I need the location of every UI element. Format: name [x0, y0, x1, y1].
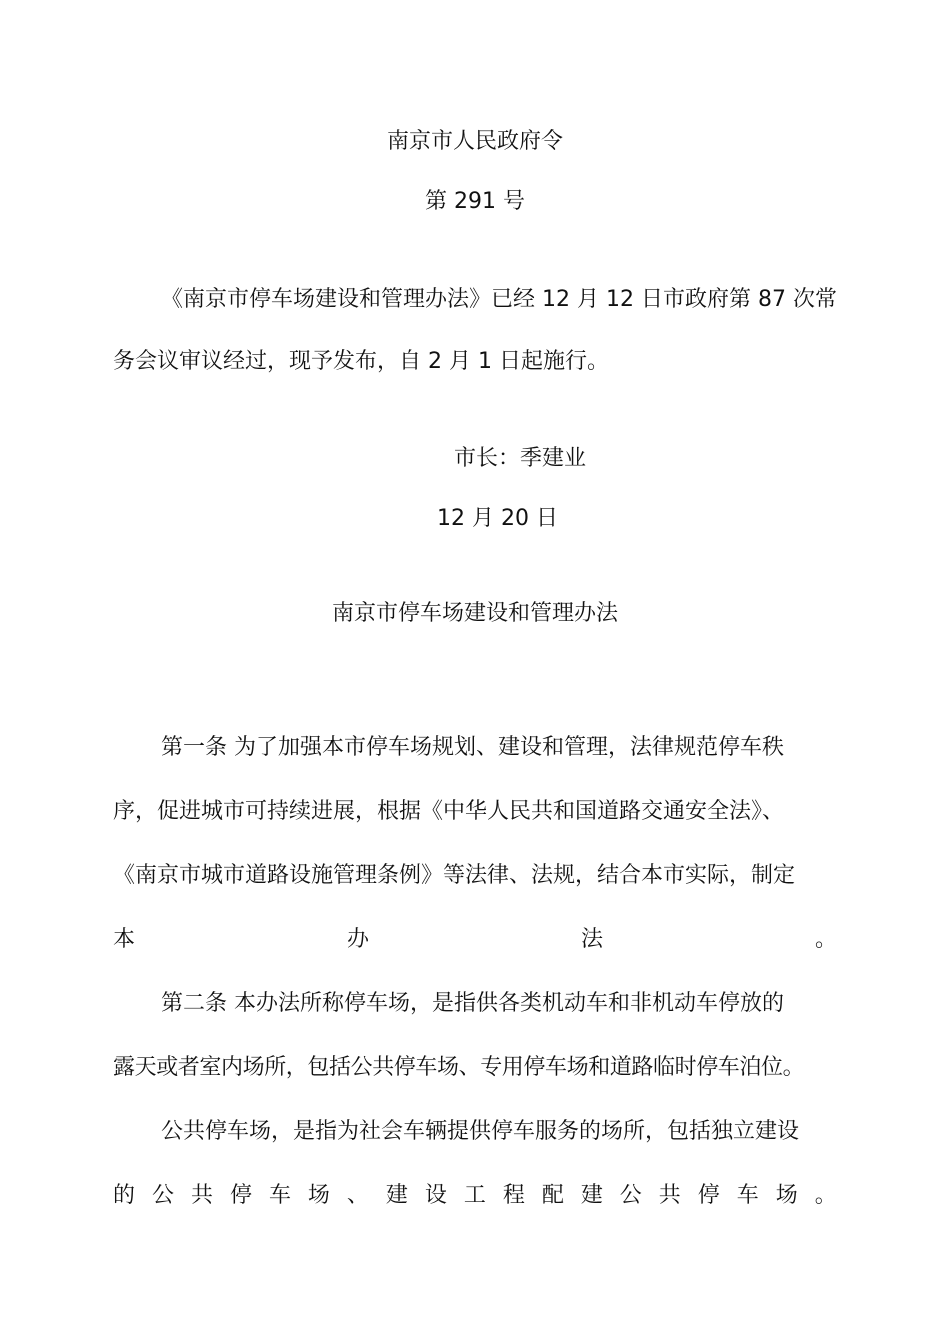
justified-char: 设	[424, 1183, 447, 1208]
decree-number: 第 291 号	[425, 189, 525, 214]
intro-line-2: 务会议审议经过，现予发布，自 2 月 1 日起施行。	[113, 349, 609, 374]
justified-char: 公	[619, 1183, 642, 1208]
justified-char: 共	[658, 1183, 681, 1208]
justified-char: 建	[580, 1183, 603, 1208]
justified-char: 停	[697, 1183, 720, 1208]
justified-char: 停	[229, 1183, 252, 1208]
justified-char: 、	[346, 1183, 369, 1208]
justified-char: 场	[307, 1183, 330, 1208]
public-parking-line-2	[113, 1181, 837, 1211]
justified-char: 法	[580, 927, 603, 952]
justified-char: 工	[463, 1183, 486, 1208]
article-2-line-1: 第二条 本办法所称停车场，是指供各类机动车和非机动车停放的	[161, 991, 784, 1016]
signature-date: 12 月 20 日	[437, 506, 558, 531]
justified-char: 场	[775, 1183, 798, 1208]
justified-char: 车	[736, 1183, 759, 1208]
justified-char: 建	[385, 1183, 408, 1208]
article-1-line-4	[113, 925, 837, 955]
article-1-line-2: 序，促进城市可持续进展，根据《中华人民共和国道路交通安全法》、	[113, 799, 785, 824]
justified-char: 共	[190, 1183, 213, 1208]
article-1-line-3: 《南京市城市道路设施管理条例》等法律、法规，结合本市实际，制定	[113, 863, 796, 888]
justified-char: 公	[151, 1183, 174, 1208]
justified-char: 。	[814, 927, 837, 952]
document-title: 南京市停车场建设和管理办法	[331, 601, 618, 626]
article-1-line-1: 第一条 为了加强本市停车场规划、建设和管理，法律规范停车秩	[161, 735, 784, 760]
justified-char: 车	[268, 1183, 291, 1208]
justified-char: 程	[502, 1183, 525, 1208]
justified-char: 的	[113, 1183, 136, 1208]
justified-char: 配	[541, 1183, 564, 1208]
article-2-line-2: 露天或者室内场所，包括公共停车场、专用停车场和道路临时停车泊位。	[113, 1055, 805, 1080]
public-parking-line-1: 公共停车场，是指为社会车辆提供停车服务的场所，包括独立建设	[161, 1119, 800, 1144]
intro-line-1: 《南京市停车场建设和管理办法》已经 12 月 12 日市政府第 87 次常	[161, 287, 837, 312]
justified-char: 办	[346, 927, 369, 952]
decree-title: 南京市人民政府令	[386, 129, 563, 154]
justified-char: 本	[113, 927, 136, 952]
mayor-signature: 市长：季建业	[453, 446, 586, 471]
justified-char: 。	[814, 1183, 837, 1208]
